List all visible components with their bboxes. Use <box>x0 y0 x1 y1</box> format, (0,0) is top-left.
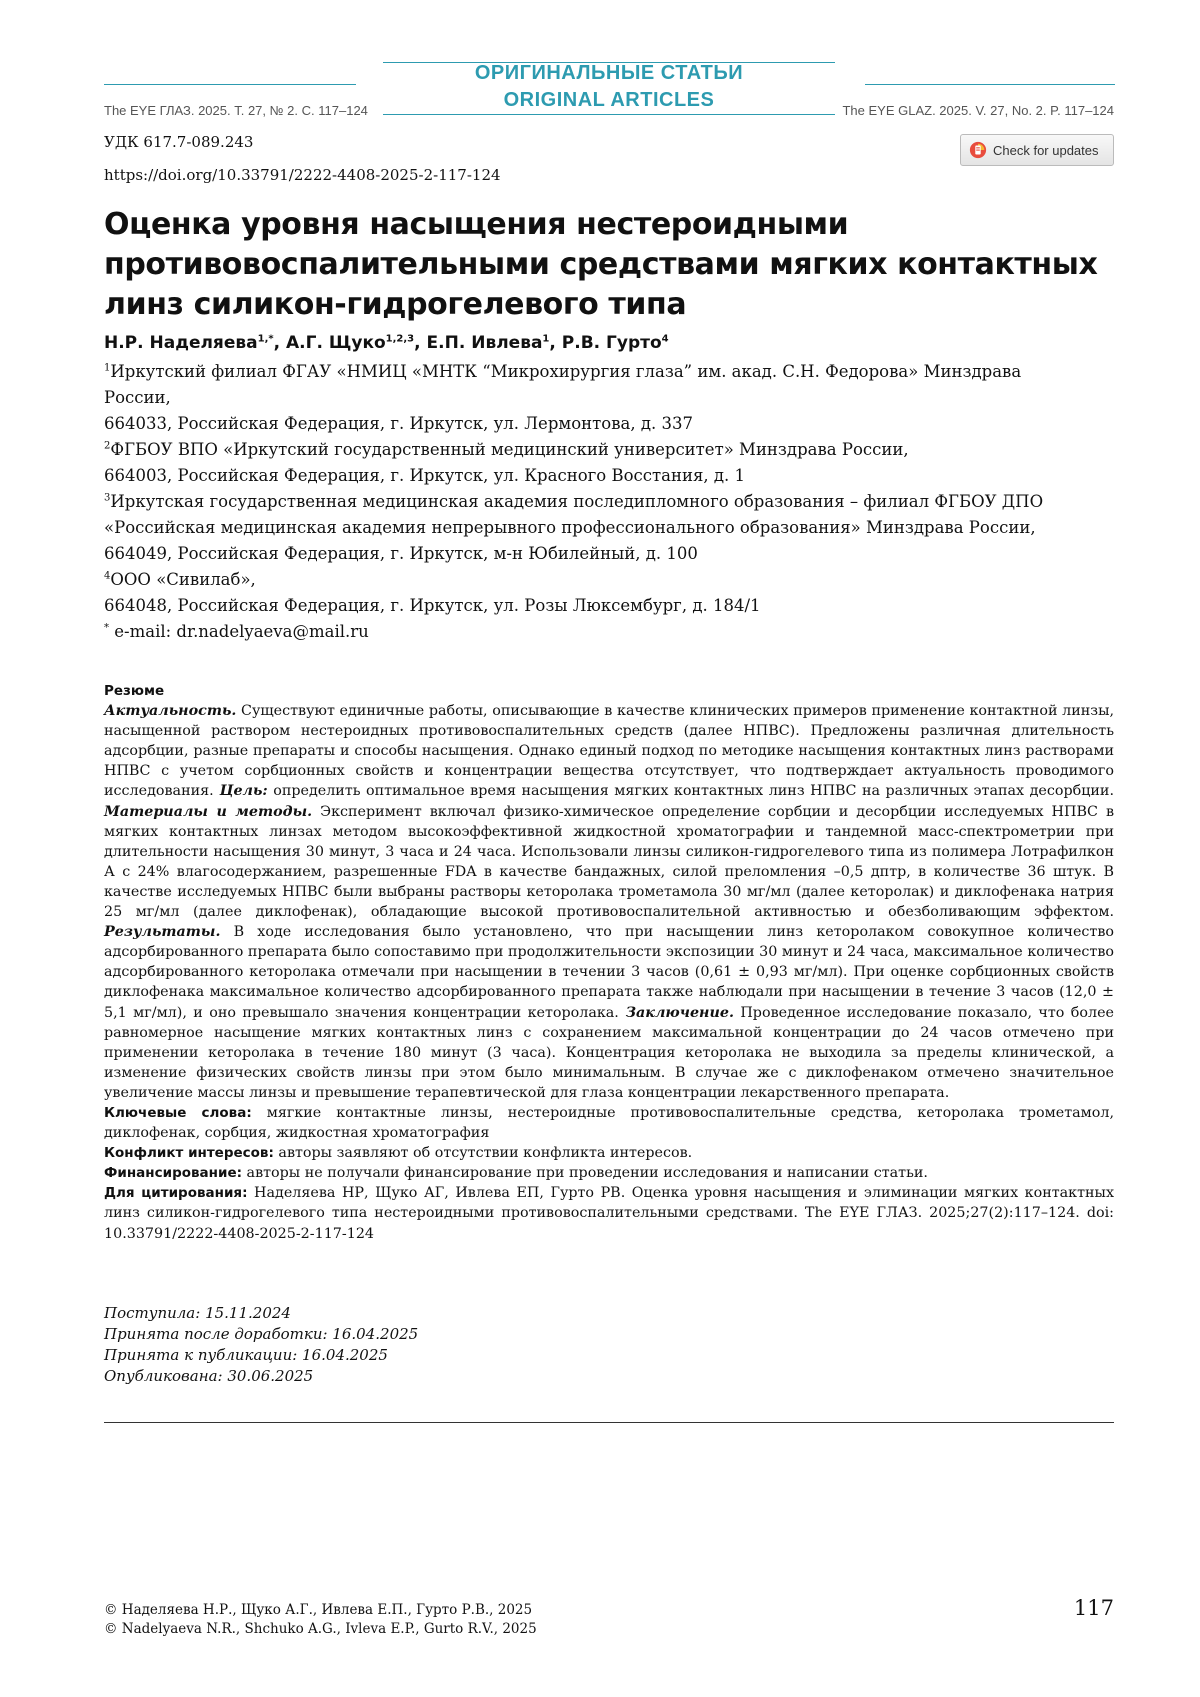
author-affil: 4 <box>662 333 669 344</box>
affiliation-2-address: 664003, Российская Федерация, г. Иркутск, ул. Красного Восстания, д. 1 <box>104 463 1104 489</box>
affiliation-4: 4ООО «Сивилаб», <box>104 567 1104 593</box>
author-name: А.Г. Щуко <box>286 333 386 353</box>
author-name: Н.Р. Наделяева <box>104 333 258 353</box>
udk: УДК 617.7-089.243 <box>104 133 253 151</box>
funding-text: авторы не получали финансирование при проведении исследования и написании статьи. <box>242 1165 928 1181</box>
header-rule-bottom-center <box>383 114 835 115</box>
date-received: Поступила: 15.11.2024 <box>104 1303 418 1324</box>
citation <box>104 1183 1114 1243</box>
affiliation-1-address: 664033, Российская Федерация, г. Иркутск, ул. Лермонтова, д. 337 <box>104 411 1104 437</box>
author-name: Е.П. Ивлева <box>427 333 543 353</box>
copyright-en: © Nadelyaeva N.R., Shchuko A.G., Ivleva E.P., Gurto R.V., 2025 <box>104 1620 537 1639</box>
conflict-text: авторы заявляют об отсутствии конфликта интересов. <box>274 1145 692 1161</box>
section-title-ru: ОРИГИНАЛЬНЫЕ СТАТЬИ <box>383 62 835 85</box>
abstract-heading: Резюме <box>104 681 1114 701</box>
affiliation-4-address: 664048, Российская Федерация, г. Иркутск, ул. Розы Люксембург, д. 184/1 <box>104 593 1104 619</box>
citation-label: Для цитирования: <box>104 1185 247 1201</box>
affiliation-1: 1Иркутский филиал ФГАУ «НМИЦ «МНТК “Микрохирургия глаза” им. акад. С.Н. Федорова» Минздрава России, <box>104 359 1084 411</box>
relevance-label: Актуальность. <box>104 703 236 719</box>
citation-text: Наделяева НР, Щуко АГ, Ивлева ЕП, Гурто РВ. Оценка уровня насыщения и элиминации мягких контактных линз силикон-гидрогелевого типа нестероидными противовоспалительными средствами. The EYE ГЛАЗ. 2025;27(2):117–124. doi: 10.33791/2222-4408-2025-2-117-124 <box>104 1185 1114 1241</box>
copyright-ru: © Наделяева Н.Р., Щуко А.Г., Ивлева Е.П., Гурто Р.В., 2025 <box>104 1601 537 1620</box>
divider <box>104 1422 1114 1423</box>
methods-text: Эксперимент включал физико-химическое определение сорбции и десорбции исследуемых НПВС в мягких контактных линзах методом высокоэффективной жидкостной хроматографии и тандемной масс-спектрометрии при длительности насыщения 30 минут, 3 часа и 24 часа. Использовали линзы силикон-гидрогелевого типа из полимера Лотрафилкон А с 24% влагосодержанием, разрешенные FDA в качестве бандажных, силой преломления –0,5 дптр, в количестве 36 штук. В качестве исследуемых НПВС были выбраны растворы кеторолака трометамола 30 мг/мл (далее кеторолак) и диклофенака натрия 25 мг/мл (далее диклофенак), обладающие высокой противовоспалительной активностью и обезболивающим эффектом. <box>104 804 1114 920</box>
author-affil: 1 <box>542 333 549 344</box>
methods-label: Материалы и методы. <box>104 804 312 820</box>
article-title <box>104 205 1124 325</box>
affiliation-3: 3Иркутская государственная медицинская академия последипломного образования – филиал ФГБОУ ДПО «Российская медицинская академия непрерывного профессионального образования» Минздрава России, <box>104 489 1084 541</box>
affiliation-2: 2ФГБОУ ВПО «Иркутский государственный медицинский университет» Минздрава России, <box>104 437 1104 463</box>
keywords <box>104 1103 1114 1143</box>
conflict-label: Конфликт интересов: <box>104 1145 274 1161</box>
check-for-updates-label: Check for updates <box>993 143 1099 158</box>
affiliation-3-address: 664049, Российская Федерация, г. Иркутск, м-н Юбилейный, д. 100 <box>104 541 1104 567</box>
conclusion-text: Проведенное исследование показало, что более равномерное насыщение мягких контактных линз с сохранением максимальной концентрации до 24 часов отмечено при применении кеторолака в течение 180 минут (3 часа). Концентрация кеторолака не выходила за пределы клинической, а изменение физических свойств линзы при этом было минимальным. В случае же с диклофенаком отмечено значительное увеличение массы линзы и превышение терапевтической для глаза концентрации лекарственного препарата. <box>104 1005 1114 1101</box>
funding-label: Финансирование: <box>104 1165 242 1181</box>
check-updates-icon <box>969 141 987 159</box>
keywords-label: Ключевые слова: <box>104 1105 252 1121</box>
section-title-en: ORIGINAL ARTICLES <box>383 89 835 112</box>
journal-ref-en: The EYE GLAZ. 2025. V. 27, No. 2. P. 117–124 <box>842 103 1114 118</box>
title-line: линз силикон-гидрогелевого типа <box>104 285 1124 325</box>
header-rule-left <box>104 84 356 85</box>
page-number: 117 <box>1074 1596 1114 1620</box>
title-line: Оценка уровня насыщения нестероидными <box>104 205 1124 245</box>
funding <box>104 1163 1114 1183</box>
journal-ref-ru: The EYE ГЛАЗ. 2025. Т. 27, № 2. С. 117–124 <box>104 103 368 118</box>
abstract-body <box>104 701 1114 1103</box>
header-rule-right <box>865 84 1115 85</box>
aim-label: Цель: <box>214 783 268 799</box>
author-name: Р.В. Гурто <box>562 333 662 353</box>
author-list: Н.Р. Наделяева1,*, А.Г. Щуко1,2,3, Е.П. Ивлева1, Р.В. Гурто4 <box>104 333 669 353</box>
email[interactable]: * e-mail: dr.nadelyaeva@mail.ru <box>104 619 1104 645</box>
conclusion-label: Заключение. <box>619 1005 734 1021</box>
date-revised: Принята после доработки: 16.04.2025 <box>104 1324 418 1345</box>
results-label: Результаты. <box>104 924 220 940</box>
relevance-text: Существуют единичные работы, описывающие в качестве клинических примеров применение контактной линзы, насыщенной раствором нестероидных противовоспалительных средств (далее НПВС). Предложены различная длительность адсорбции, разные препараты и способы насыщения. Однако единый подход по методике насыщения контактных линз растворами НПВС с учетом сорбционных свойств и концентрации вещества отсутствует, что подтверждает актуальность проводимого исследования. <box>104 703 1114 799</box>
check-for-updates-button[interactable] <box>960 134 1114 166</box>
date-accepted: Принята к публикации: 16.04.2025 <box>104 1345 418 1366</box>
article-dates <box>104 1303 418 1387</box>
affiliations <box>104 359 1104 645</box>
title-line: противовоспалительными средствами мягких контактных <box>104 245 1124 285</box>
doi-link[interactable]: https://doi.org/10.33791/2222-4408-2025-2-117-124 <box>104 166 501 184</box>
aim-text: определить оптимальное время насыщения мягких контактных линз НПВС на различных этапах десорбции. <box>268 783 1114 799</box>
conflict <box>104 1143 1114 1163</box>
copyright <box>104 1601 537 1639</box>
keywords-text: мягкие контактные линзы, нестероидные противовоспалительные средства, кеторолака трометамол, диклофенак, сорбция, жидкостная хроматография <box>104 1105 1114 1141</box>
results-text: В ходе исследования было установлено, что при насыщении линз кеторолаком совокупное количество адсорбированного препарата было сопоставимо при продолжительности экспозиции 30 минут и 24 часа, максимальное количество адсорбированного кеторолака отмечали при насыщении в течении 3 часов (0,61 ± 0,93 мг/мл). При оценке сорбционных свойств диклофенака максимальное количество адсорбированного препарата также наблюдали при насыщении в течение 3 часов (12,0 ± 5,1 мг/мл), и оно превышало значения концентрации кеторолака. <box>104 924 1114 1020</box>
author-affil: 1,2,3 <box>386 333 414 344</box>
date-published: Опубликована: 30.06.2025 <box>104 1366 418 1387</box>
author-affil: 1,* <box>258 333 274 344</box>
abstract <box>104 681 1114 1244</box>
